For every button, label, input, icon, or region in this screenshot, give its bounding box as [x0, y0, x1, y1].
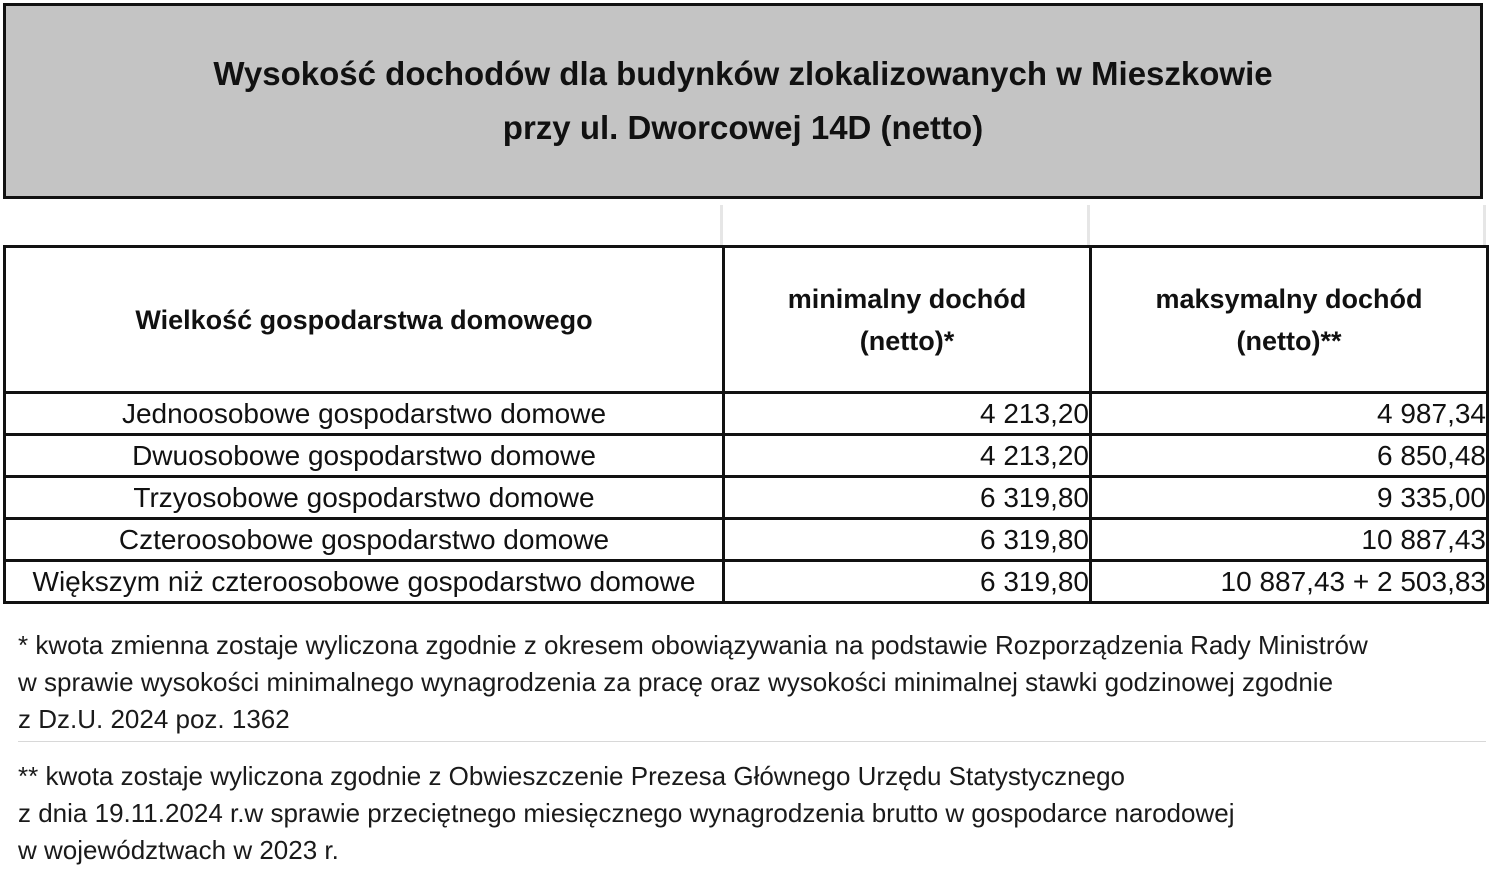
income-table — [3, 245, 1489, 604]
footnote-2 — [18, 758, 1234, 869]
header-max-line-2: (netto)** — [1236, 325, 1342, 356]
table-header-row — [5, 247, 1488, 393]
spacer-divider — [1087, 205, 1090, 245]
header-max-line-1: maksymalny dochód — [1155, 283, 1423, 314]
row-max-income: 9 335,00 — [1091, 477, 1488, 519]
footnote-1-line-2: w sprawie wysokości minimalnego wynagrodzenia za pracę oraz wysokości minimalnej stawki godzinowej zgodnie — [18, 667, 1334, 697]
header-household-size — [5, 247, 724, 393]
row-max-income: 6 850,48 — [1091, 435, 1488, 477]
title-line-2: przy ul. Dworcowej 14D (netto) — [502, 109, 984, 146]
title-box — [3, 3, 1483, 199]
row-label: Jednoosobowe gospodarstwo domowe — [5, 393, 724, 435]
row-max-income: 10 887,43 — [1091, 519, 1488, 561]
header-min-line-1: minimalny dochód — [787, 283, 1027, 314]
footnote-2-line-3: w województwach w 2023 r. — [18, 835, 339, 865]
row-label: Dwuosobowe gospodarstwo domowe — [5, 435, 724, 477]
footnote-2-line-2: z dnia 19.11.2024 r.w sprawie przeciętnego miesięcznego wynagrodzenia brutto w gospodarce narodowej — [18, 798, 1235, 828]
row-min-income: 6 319,80 — [724, 519, 1091, 561]
header-min-income — [724, 247, 1091, 393]
header-household-size-label: Wielkość gospodarstwa domowego — [135, 304, 593, 335]
footnote-divider — [18, 741, 1486, 742]
table-row — [5, 477, 1488, 519]
footnote-1 — [18, 627, 1368, 738]
table-row — [5, 519, 1488, 561]
row-min-income: 4 213,20 — [724, 393, 1091, 435]
footnote-1-line-3: z Dz.U. 2024 poz. 1362 — [18, 704, 290, 734]
table-row — [5, 393, 1488, 435]
footnote-2-line-1: ** kwota zostaje wyliczona zgodnie z Obwieszczenie Prezesa Głównego Urzędu Statystycznego — [18, 761, 1125, 791]
row-min-income: 6 319,80 — [724, 477, 1091, 519]
row-max-income: 4 987,34 — [1091, 393, 1488, 435]
footnote-1-line-1: * kwota zmienna zostaje wyliczona zgodnie z okresem obowiązywania na podstawie Rozporządzenia Rady Ministrów — [18, 630, 1368, 660]
spacer-divider — [720, 205, 723, 245]
row-min-income: 6 319,80 — [724, 561, 1091, 603]
table-row — [5, 435, 1488, 477]
row-label: Trzyosobowe gospodarstwo domowe — [5, 477, 724, 519]
row-max-income: 10 887,43 + 2 503,83 — [1091, 561, 1488, 603]
row-label: Większym niż czteroosobowe gospodarstwo domowe — [5, 561, 724, 603]
header-min-line-2: (netto)* — [859, 325, 955, 356]
row-label: Czteroosobowe gospodarstwo domowe — [5, 519, 724, 561]
table-row — [5, 561, 1488, 603]
spacer-divider — [1483, 205, 1486, 245]
row-min-income: 4 213,20 — [724, 435, 1091, 477]
header-max-income — [1091, 247, 1488, 393]
title-line-1: Wysokość dochodów dla budynków zlokalizowanych w Mieszkowie — [213, 55, 1273, 92]
